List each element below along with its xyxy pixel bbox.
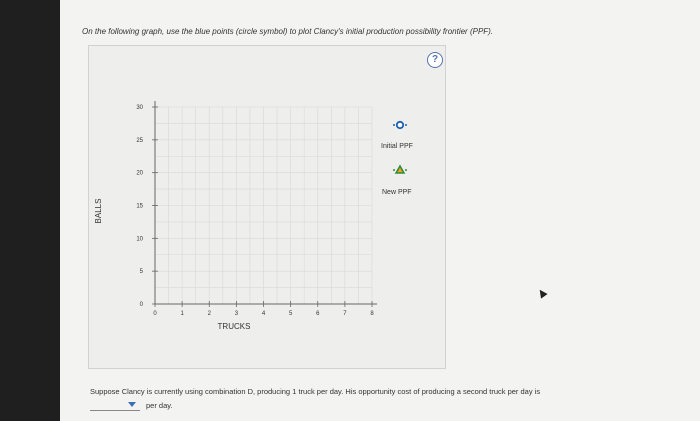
x-tick-label: 4	[261, 311, 266, 317]
grid-lines	[155, 107, 372, 304]
legend-initial-ppf-symbol[interactable]	[393, 122, 407, 128]
graph-panel[interactable]	[88, 45, 446, 369]
x-tick-label: 6	[316, 311, 320, 317]
legend-initial-ppf-label: Initial PPF	[381, 143, 413, 150]
legend-new-ppf-symbol[interactable]	[393, 166, 407, 173]
legend-new-ppf-label: New PPF	[382, 189, 412, 196]
left-sidebar	[0, 0, 60, 421]
chevron-down-icon	[128, 402, 136, 407]
y-tick-label: 5	[139, 269, 143, 276]
instructions-text: On the following graph, use the blue points (circle symbol) to plot Clancy's initial production possibility frontier (PPF).	[82, 27, 494, 36]
x-tick-label: 0	[153, 311, 157, 317]
x-tick-label: 3	[234, 311, 239, 317]
y-tick-label: 15	[136, 203, 143, 210]
axes	[152, 101, 377, 307]
opportunity-cost-dropdown[interactable]	[90, 400, 140, 411]
x-tick-label: 2	[207, 311, 211, 317]
y-tick-label: 20	[136, 170, 143, 177]
y-tick-labels	[136, 105, 143, 308]
y-axis-label: BALLS	[94, 198, 103, 224]
mouse-cursor-icon	[536, 287, 547, 298]
answer-row	[90, 400, 173, 411]
y-tick-label: 10	[136, 236, 143, 243]
ppf-graph[interactable]	[89, 46, 445, 368]
question-text: Suppose Clancy is currently using combination D, producing 1 truck per day. His opportunity cost of producing a second truck per day is	[90, 387, 541, 396]
x-tick-label: 7	[343, 311, 347, 317]
y-tick-label: 25	[136, 137, 143, 144]
help-button[interactable]: ?	[427, 52, 443, 68]
y-tick-label: 30	[136, 105, 143, 111]
answer-suffix: per day.	[146, 401, 173, 410]
x-axis-label: TRUCKS	[217, 322, 251, 331]
x-tick-label: 5	[288, 311, 293, 317]
x-tick-label: 8	[370, 311, 374, 317]
x-tick-label: 1	[180, 311, 184, 317]
question-page	[60, 0, 700, 421]
x-tick-labels	[153, 311, 374, 317]
y-tick-label: 0	[139, 302, 143, 308]
